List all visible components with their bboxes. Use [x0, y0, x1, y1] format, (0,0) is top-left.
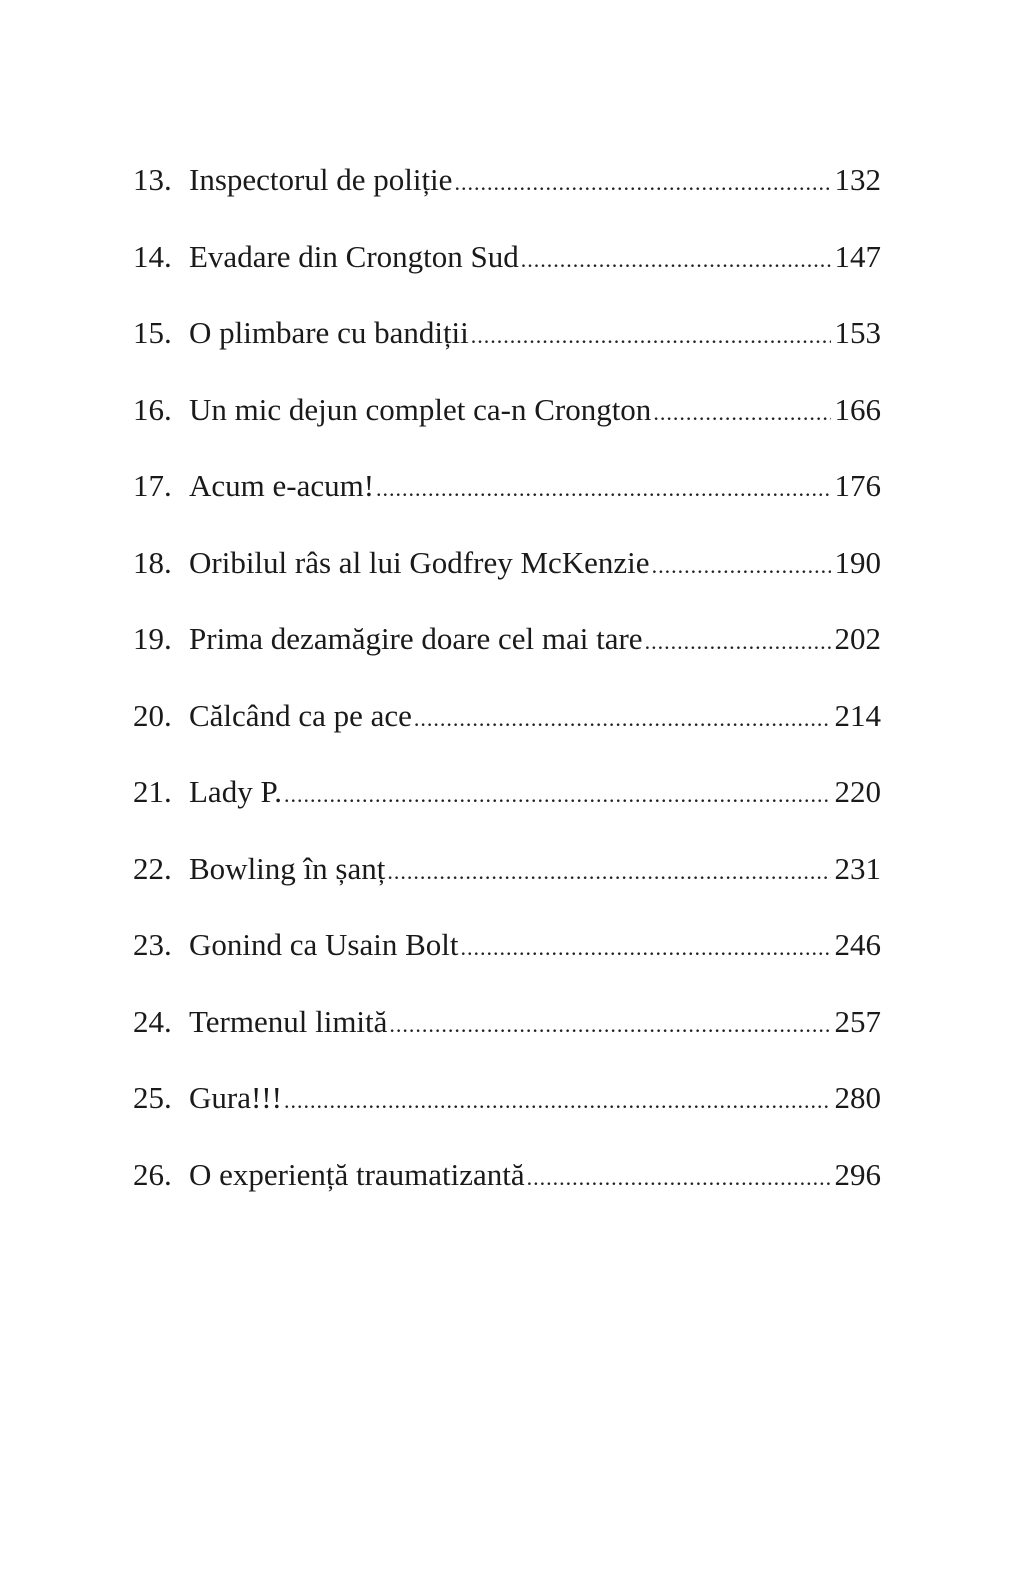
- chapter-title: O plimbare cu bandiții: [189, 315, 469, 350]
- dot-leader: [389, 1014, 831, 1036]
- page-number: 280: [834, 1080, 881, 1115]
- toc-entry: [133, 776, 881, 853]
- toc-entry: [133, 1082, 881, 1159]
- dot-leader: [376, 478, 831, 500]
- chapter-title: Inspectorul de poliție: [189, 162, 453, 197]
- chapter-title: Acum e-acum!: [189, 468, 375, 503]
- toc-entry: [133, 623, 881, 700]
- page-number: 296: [834, 1156, 881, 1192]
- toc-entry: [133, 164, 881, 241]
- chapter-number: 20.: [133, 697, 172, 733]
- chapter-title: Gonind ca Usain Bolt: [189, 927, 459, 962]
- dot-leader: [461, 937, 832, 959]
- page-number: 176: [834, 468, 881, 503]
- table-of-contents: [133, 164, 881, 1235]
- dot-leader: [527, 1167, 831, 1189]
- chapter-title: Oribilul râs al lui Godfrey McKenzie: [189, 544, 650, 580]
- chapter-number: 21.: [133, 774, 172, 809]
- page-number: 257: [834, 1003, 881, 1039]
- toc-entry: [133, 697, 881, 777]
- toc-entry: [133, 1003, 881, 1083]
- chapter-title: Un mic dejun complet ca-n Crongton: [189, 391, 652, 427]
- chapter-number: 22.: [133, 850, 172, 886]
- page-number: 214: [834, 697, 881, 733]
- chapter-title: Termenul limită: [189, 1003, 388, 1039]
- toc-entry: [133, 238, 881, 318]
- chapter-number: 15.: [133, 315, 172, 350]
- chapter-title: Călcând ca pe ace: [189, 697, 412, 733]
- page-number: 220: [834, 774, 881, 809]
- chapter-number: 26.: [133, 1156, 172, 1192]
- toc-entry: [133, 544, 881, 624]
- toc-entry: [133, 391, 881, 471]
- chapter-title: Bowling în șanț: [189, 850, 386, 886]
- chapter-number: 18.: [133, 544, 172, 580]
- chapter-title: O experiență traumatizantă: [189, 1156, 525, 1192]
- chapter-number: 24.: [133, 1003, 172, 1039]
- chapter-title: Evadare din Crongton Sud: [189, 238, 519, 274]
- toc-entry: [133, 850, 881, 930]
- page-number: 153: [834, 315, 881, 350]
- toc-entry: [133, 470, 881, 547]
- toc-entry: [133, 1156, 881, 1236]
- page-number: 202: [834, 621, 881, 656]
- chapter-title: Gura!!!: [189, 1080, 282, 1115]
- dot-leader: [645, 631, 831, 653]
- dot-leader: [521, 249, 831, 271]
- dot-leader: [471, 325, 831, 347]
- page-number: 166: [834, 391, 881, 427]
- toc-entry: [133, 929, 881, 1006]
- dot-leader: [653, 402, 831, 424]
- page-number: 147: [834, 238, 881, 274]
- chapter-number: 13.: [133, 162, 172, 197]
- page-number: 190: [834, 544, 881, 580]
- chapter-title: Lady P.: [189, 774, 282, 809]
- dot-leader: [454, 172, 831, 194]
- chapter-number: 14.: [133, 238, 172, 274]
- dot-leader: [414, 708, 831, 730]
- dot-leader: [284, 1090, 831, 1112]
- dot-leader: [652, 555, 831, 577]
- page-number: 231: [834, 850, 881, 886]
- chapter-number: 23.: [133, 927, 172, 962]
- chapter-number: 19.: [133, 621, 172, 656]
- toc-entry: [133, 317, 881, 394]
- page-number: 132: [834, 162, 881, 197]
- dot-leader: [284, 784, 831, 806]
- chapter-number: 16.: [133, 391, 172, 427]
- chapter-number: 17.: [133, 468, 172, 503]
- chapter-number: 25.: [133, 1080, 172, 1115]
- chapter-title: Prima dezamăgire doare cel mai tare: [189, 621, 643, 656]
- page-number: 246: [834, 927, 881, 962]
- dot-leader: [387, 861, 831, 883]
